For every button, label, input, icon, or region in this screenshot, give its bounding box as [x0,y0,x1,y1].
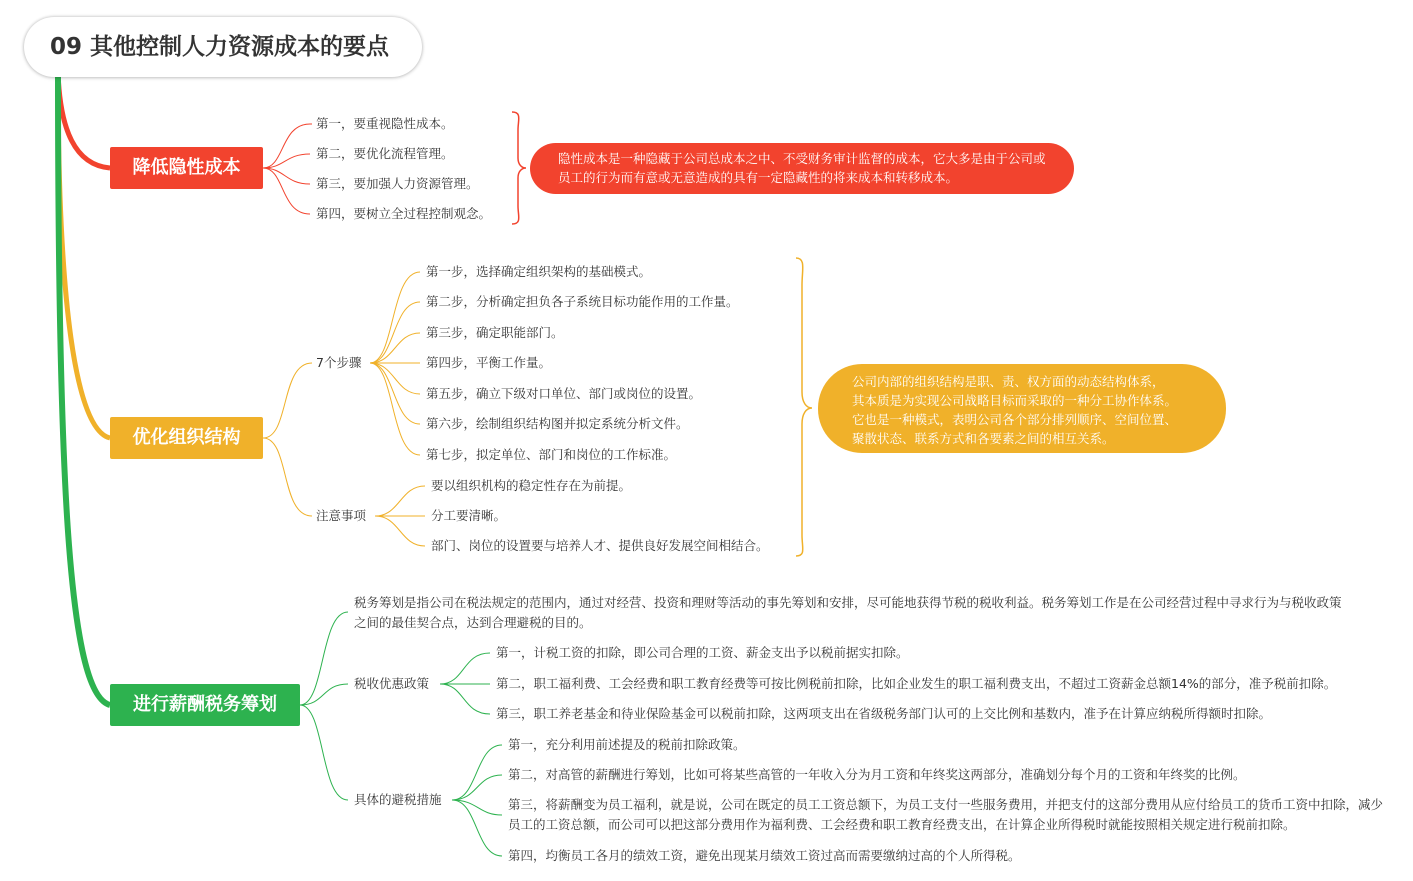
trunk-red [58,72,110,168]
b2-summary-note[interactable] [818,364,1226,453]
b1-summary-note[interactable] [530,143,1074,194]
b1-connectors [263,124,312,214]
b2-step-1[interactable]: 第一步，选择确定组织架构的基础模式。 [426,264,652,279]
b1-item-3[interactable]: 第三，要加强人力资源管理。 [316,176,479,191]
b2-note-1[interactable]: 要以组织机构的稳定性存在为前提。 [431,478,632,493]
b3-policy-2[interactable]: 第二，职工福利费、工会经费和职工教育经费等可按比例税前扣除，比如企业发生的职工福利费支出，不超过工资薪金总额14%的部分，准予税前扣除。 [496,676,1337,691]
b2-connectors [263,272,425,546]
b3-measure-4[interactable]: 第四，均衡员工各月的绩效工资，避免出现某月绩效工资过高而需要缴纳过高的个人所得税。 [508,848,1021,863]
b1-summary-text: 隐性成本是一种隐藏于公司总成本之中、不受财务审计监督的成本，它大多是由于公司或员工的行为而有意或无意造成的具有一定隐藏性的将来成本和转移成本。 [558,151,1046,185]
b2-summary-line-4: 聚散状态、联系方式和各要素之间的相互关系。 [852,431,1115,446]
b3-sub-measures[interactable]: 具体的避税措施 [354,792,442,807]
b3-policy-3[interactable]: 第三，职工养老基金和待业保险基金可以税前扣除，这两项支出在省级税务部门认可的上交比例和基数内，准予在计算应纳税所得额时扣除。 [496,706,1272,721]
b3-intro[interactable]: 税务筹划是指公司在税法规定的范围内，通过对经营、投资和理财等活动的事先筹划和安排，尽可能地获得节税的税收利益。税务筹划工作是在公司经营过程中寻求行为与税收政策之间的最佳契合点，达到合理避税的目的。 [354,595,1342,630]
b2-note-3[interactable]: 部门、岗位的设置要与培养人才、提供良好发展空间相结合。 [431,538,769,553]
b2-step-3[interactable]: 第三步，确定职能部门。 [426,325,564,340]
branch-optimize-org-structure[interactable]: 优化组织结构 [110,417,263,459]
b3-connectors [300,612,502,856]
b2-step-7[interactable]: 第七步，拟定单位、部门和岗位的工作标准。 [426,447,677,462]
b2-sub-seven-steps[interactable]: 7个步骤 [316,355,362,370]
b1-item-1[interactable]: 第一，要重视隐性成本。 [316,116,454,131]
b2-step-6[interactable]: 第六步，绘制组织结构图并拟定系统分析文件。 [426,416,689,431]
b2-step-2[interactable]: 第二步，分析确定担负各子系统目标功能作用的工作量。 [426,294,739,309]
b2-note-2[interactable]: 分工要清晰。 [431,508,507,523]
b2-summary-line-2: 其本质是为实现公司战略目标而采取的一种分工协作体系。 [852,393,1178,408]
b1-item-2[interactable]: 第二，要优化流程管理。 [316,146,454,161]
b2-step-4[interactable]: 第四步，平衡工作量。 [426,355,552,370]
b1-brace [512,112,526,224]
b2-sub-notes[interactable]: 注意事项 [316,508,367,523]
b3-measure-1[interactable]: 第一，充分利用前述提及的税前扣除政策。 [508,737,746,752]
root-topic[interactable]: 09 其他控制人力资源成本的要点 [24,17,422,77]
b3-policy-1[interactable]: 第一，计税工资的扣除，即公司合理的工资、薪金支出予以税前据实扣除。 [496,645,909,660]
branch-reduce-hidden-cost[interactable]: 降低隐性成本 [110,147,263,189]
b2-summary-line-1: 公司内部的组织结构是职、责、权方面的动态结构体系， [852,374,1165,389]
b3-measure-2[interactable]: 第二，对高管的薪酬进行筹划，比如可将某些高管的一年收入分为月工资和年终奖这两部分，准确划分每个月的工资和年终奖的比例。 [508,767,1246,782]
b1-item-4[interactable]: 第四，要树立全过程控制观念。 [316,206,492,221]
b3-sub-tax-policy[interactable]: 税收优惠政策 [354,676,430,691]
b3-measure-3[interactable]: 第三，将薪酬变为员工福利，就是说，公司在既定的员工工资总额下，为员工支付一些服务费用，并把支付的这部分费用从应付给员工的货币工资中扣除，减少员工的工资总额，而公司可以把这部分费用作为福利费、工会经费和职工教育经费支出，在计算企业所得税时就能按照相关规定进行税前扣除。 [508,797,1384,832]
b2-step-5[interactable]: 第五步，确立下级对口单位、部门或岗位的设置。 [426,386,702,401]
branch-salary-tax-planning[interactable]: 进行薪酬税务筹划 [110,684,300,726]
b2-brace [796,258,812,556]
b2-summary-line-3: 它也是一种模式，表明公司各个部分排列顺序、空间位置、 [852,412,1178,427]
